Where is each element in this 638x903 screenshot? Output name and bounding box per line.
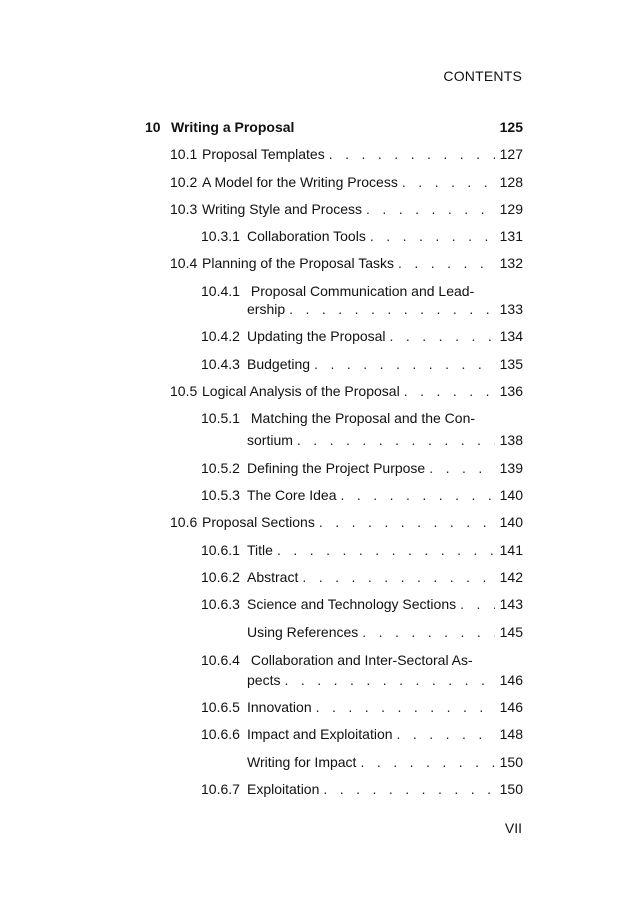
entry-title: Defining the Project Purpose <box>247 460 426 476</box>
entry-number: 10.6.7 <box>201 781 240 797</box>
leader-dots <box>429 459 495 477</box>
entry-number: 10.4 <box>170 255 198 271</box>
leader-dots <box>360 753 495 771</box>
toc-entry[interactable] <box>201 459 523 477</box>
leader-dots <box>398 254 495 272</box>
leader-dots <box>402 173 495 191</box>
entry-title: Science and Technology Sections <box>247 596 457 612</box>
entry-page: 128 <box>499 174 523 190</box>
entry-number: 10.4.3 <box>201 356 240 372</box>
leader-dots <box>404 382 495 400</box>
entry-number: 10.1 <box>170 146 198 162</box>
entry-page: 138 <box>499 432 523 448</box>
leader-dots <box>460 595 495 613</box>
leader-dots <box>329 145 495 163</box>
leader-dots <box>277 541 495 559</box>
entry-number: 10.2 <box>170 174 198 190</box>
leader-dots <box>397 725 495 743</box>
entry-number: 10.6.5 <box>201 699 240 715</box>
entry-number: 10.6.1 <box>201 542 240 558</box>
entry-title: Proposal Sections <box>202 514 315 530</box>
entry-title: Using References <box>247 624 359 640</box>
entry-number: 10.3 <box>170 201 198 217</box>
leader-dots <box>314 355 495 373</box>
entry-title: Planning of the Proposal Tasks <box>202 255 394 271</box>
toc-entry[interactable] <box>201 595 523 613</box>
toc-entry[interactable] <box>201 227 523 245</box>
entry-page: 131 <box>499 228 523 244</box>
entry-title: Title <box>247 542 273 558</box>
leader-dots <box>341 486 496 504</box>
leader-dots <box>289 300 495 318</box>
toc-entry[interactable] <box>247 300 523 318</box>
entry-title: pects <box>247 672 281 688</box>
entry-title: Updating the Proposal <box>247 328 386 344</box>
entry-page: 139 <box>499 460 523 476</box>
entry-page: 146 <box>499 699 523 715</box>
entry-page: 135 <box>499 356 523 372</box>
entry-title: Writing Style and Process <box>202 201 363 217</box>
toc-entry[interactable] <box>170 513 523 531</box>
entry-page: 129 <box>499 201 523 217</box>
leader-dots <box>297 431 495 449</box>
entry-title: Abstract <box>247 569 299 585</box>
entry-page: 140 <box>499 487 523 503</box>
entry-number: 10.5.3 <box>201 487 240 503</box>
leader-dots <box>316 698 495 716</box>
toc-chapter-row[interactable] <box>145 118 523 136</box>
toc-entry[interactable] <box>170 145 523 163</box>
chapter-page: 125 <box>499 119 523 135</box>
leader-dots <box>319 513 495 531</box>
entry-page: 132 <box>499 255 523 271</box>
entry-title: Writing for Impact <box>247 754 357 770</box>
toc-entry[interactable] <box>170 200 523 218</box>
entry-title: Impact and Exploitation <box>247 726 393 742</box>
toc-entry[interactable] <box>201 725 523 743</box>
toc-entry[interactable] <box>170 382 523 400</box>
entry-title: Innovation <box>247 699 312 715</box>
entry-title: Proposal Templates <box>202 146 325 162</box>
leader-dots <box>323 780 495 798</box>
toc-entry-first-line[interactable] <box>201 651 473 669</box>
entry-title: Exploitation <box>247 781 320 797</box>
entry-title-line1: Proposal Communication and Lead- <box>250 283 475 299</box>
toc-entry[interactable] <box>201 355 523 373</box>
toc-entry[interactable] <box>170 173 523 191</box>
entry-number: 10.6.3 <box>201 596 240 612</box>
entry-page: 136 <box>499 383 523 399</box>
entry-title: Budgeting <box>247 356 311 372</box>
toc-entry[interactable] <box>201 486 523 504</box>
entry-title: sortium <box>247 432 293 448</box>
entry-number: 10.6 <box>170 514 198 530</box>
entry-page: 145 <box>499 624 523 640</box>
toc-entry[interactable] <box>201 780 523 798</box>
entry-title-line1: Collaboration and Inter-Sectoral As- <box>250 652 473 668</box>
leader-dots <box>390 327 495 345</box>
entry-number: 10.4.2 <box>201 328 240 344</box>
chapter-title: Writing a Proposal <box>171 119 295 135</box>
entry-page: 142 <box>499 569 523 585</box>
entry-title: Collaboration Tools <box>247 228 366 244</box>
toc-entry[interactable] <box>247 623 523 641</box>
entry-page: 134 <box>499 328 523 344</box>
entry-page: 146 <box>499 672 523 688</box>
page-folio: VII <box>504 820 522 836</box>
toc-entry[interactable] <box>201 568 523 586</box>
entry-page: 148 <box>499 726 523 742</box>
entry-page: 133 <box>499 301 523 317</box>
entry-number: 10.5 <box>170 383 198 399</box>
entry-page: 141 <box>499 542 523 558</box>
entry-page: 127 <box>499 146 523 162</box>
toc-entry[interactable] <box>170 254 523 272</box>
running-head: CONTENTS <box>443 68 522 84</box>
entry-title: A Model for the Writing Process <box>202 174 398 190</box>
toc-entry[interactable] <box>247 753 523 771</box>
entry-title: The Core Idea <box>247 487 337 503</box>
toc-entry-first-line[interactable] <box>201 282 474 300</box>
entry-title: Logical Analysis of the Proposal <box>202 383 400 399</box>
entry-page: 150 <box>499 781 523 797</box>
chapter-number: 10 <box>145 119 161 135</box>
entry-number: 10.3.1 <box>201 228 240 244</box>
toc-entry[interactable] <box>247 671 523 689</box>
entry-number: 10.5.2 <box>201 460 240 476</box>
entry-title-line1: Matching the Proposal and the Con- <box>250 410 476 426</box>
leader-dots <box>366 200 495 218</box>
toc-entry[interactable] <box>201 327 523 345</box>
entry-page: 150 <box>499 754 523 770</box>
entry-page: 140 <box>499 514 523 530</box>
toc-entry[interactable] <box>247 431 523 449</box>
entry-title: ership <box>247 301 286 317</box>
entry-number: 10.4.1 <box>201 283 240 299</box>
leader-dots <box>302 568 495 586</box>
entry-number: 10.6.4 <box>201 652 240 668</box>
entry-number: 10.6.6 <box>201 726 240 742</box>
leader-dots <box>370 227 495 245</box>
toc-entry[interactable] <box>201 698 523 716</box>
leader-dots <box>284 671 495 689</box>
leader-dots <box>362 623 495 641</box>
entry-number: 10.5.1 <box>201 410 240 426</box>
toc-entry-first-line[interactable] <box>201 409 475 427</box>
toc-entry[interactable] <box>201 541 523 559</box>
entry-number: 10.6.2 <box>201 569 240 585</box>
entry-page: 143 <box>499 596 523 612</box>
